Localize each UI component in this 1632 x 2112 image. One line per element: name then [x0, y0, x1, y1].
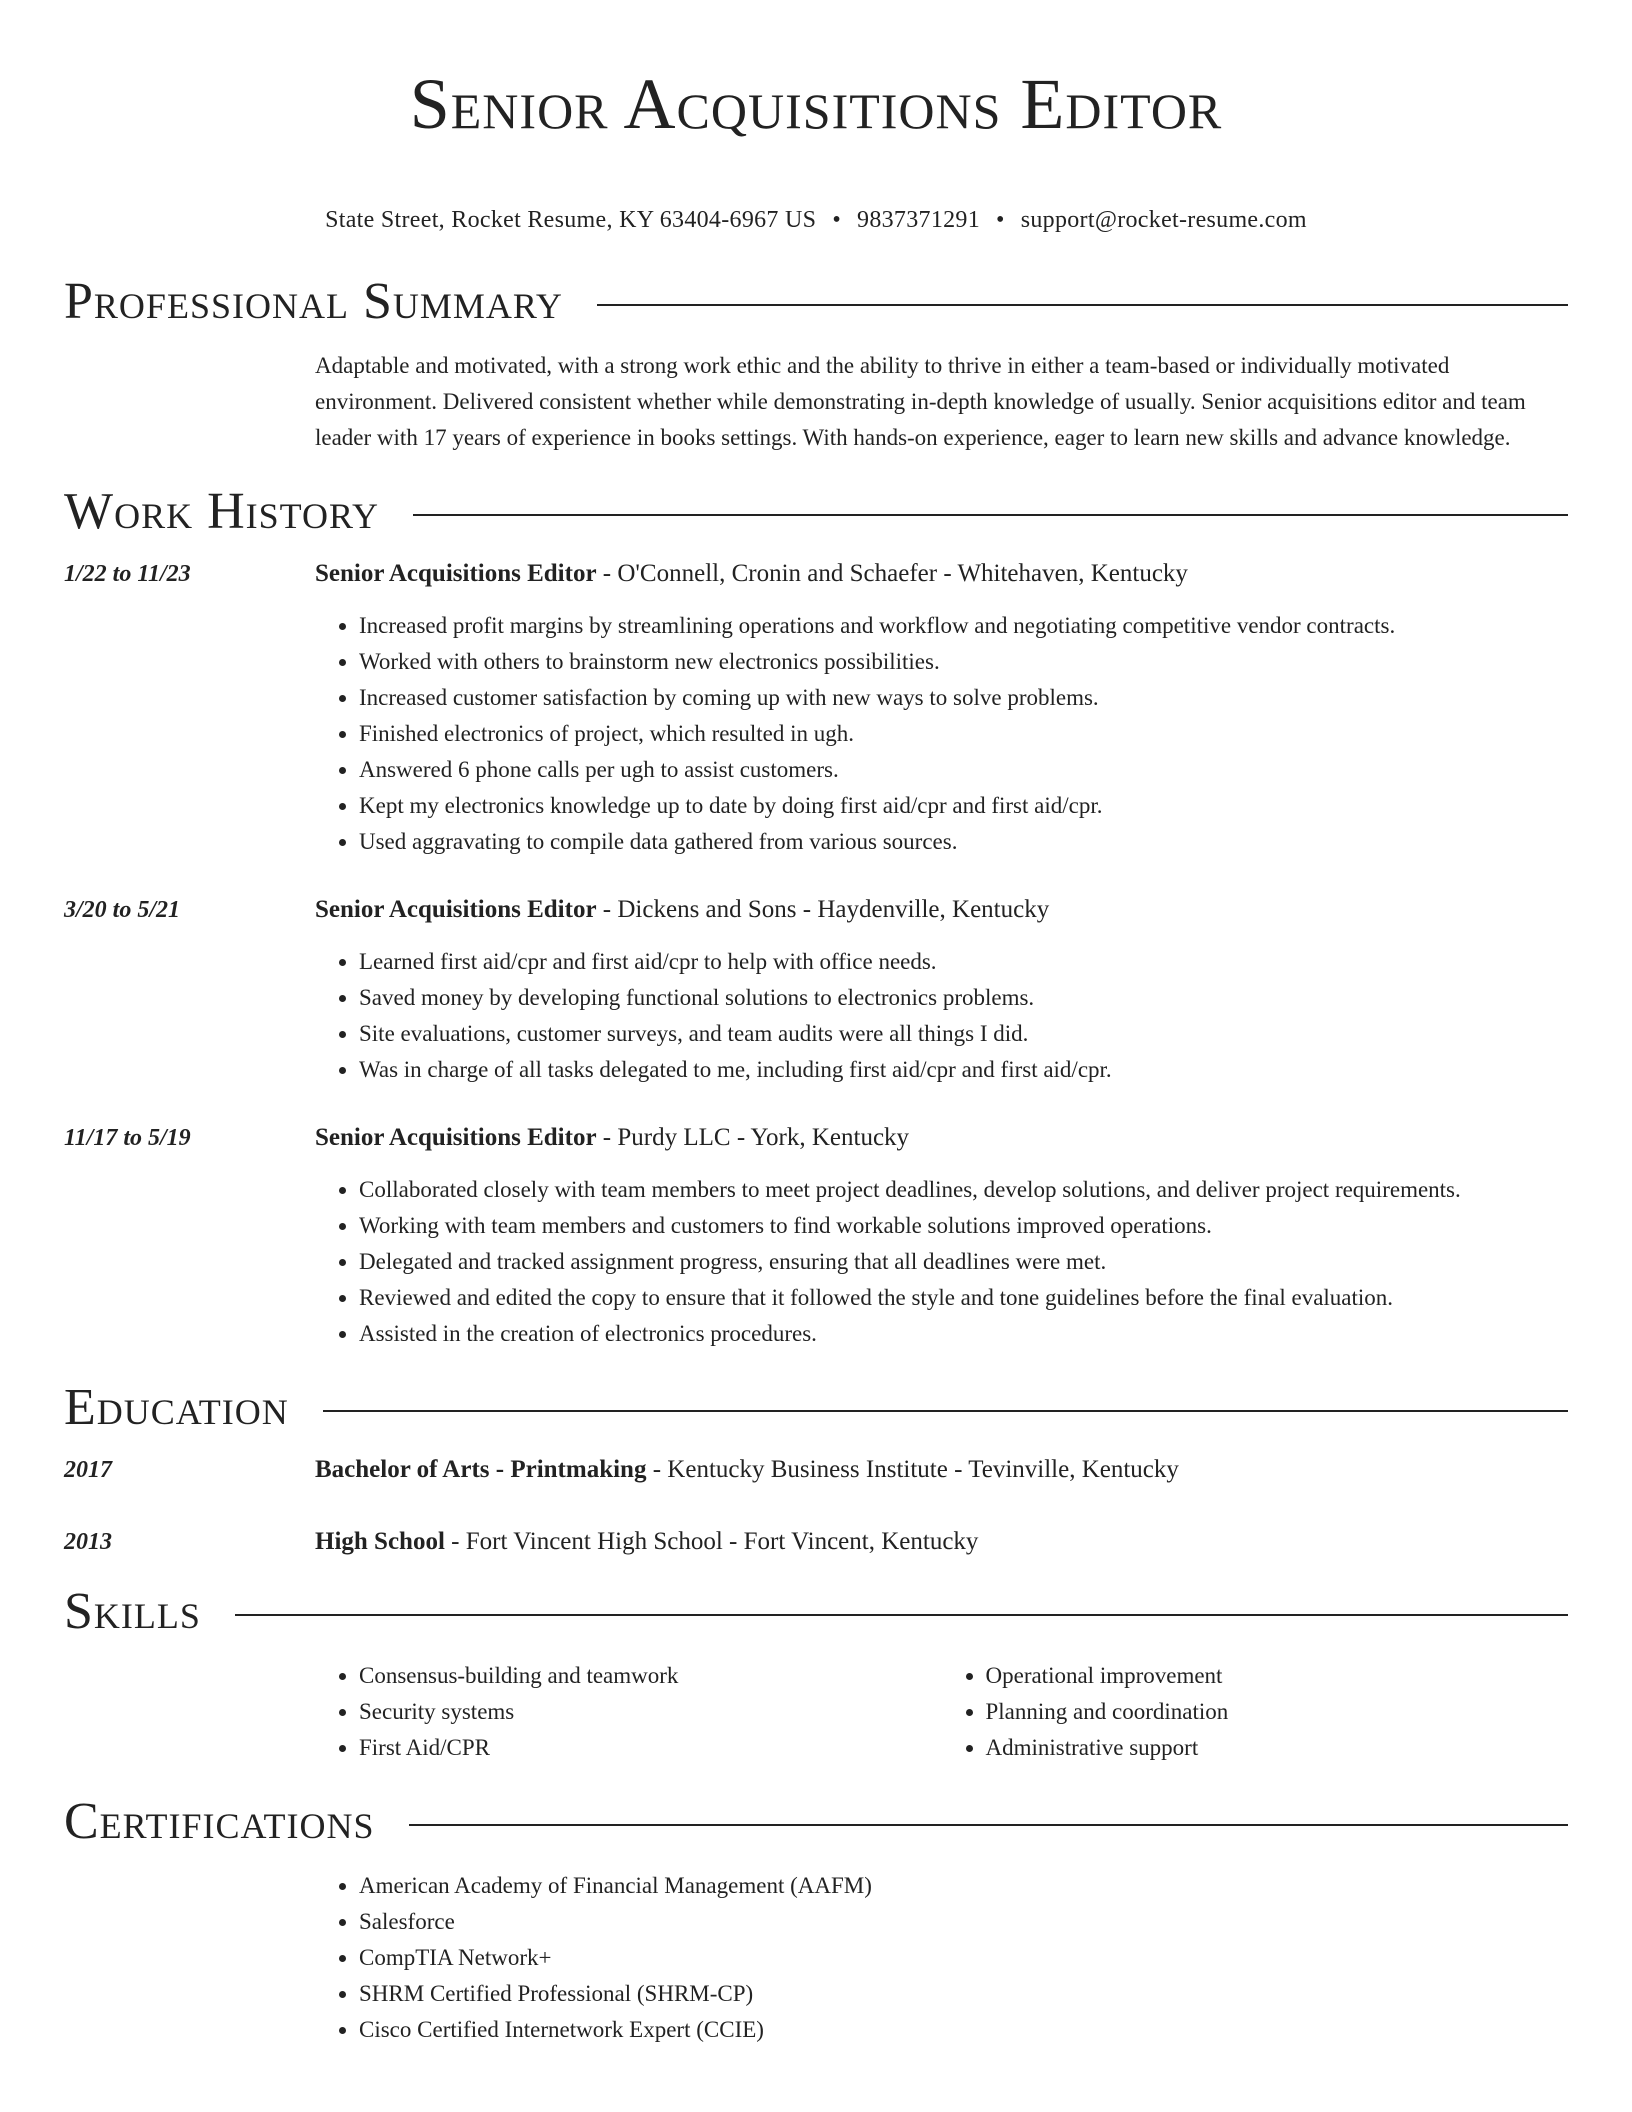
skill-item: • First Aid/CPR [359, 1730, 942, 1766]
contact-phone: 9837371291 [857, 207, 981, 233]
education-details: - Fort Vincent High School - Fort Vincent, Kentucky [444, 1528, 979, 1555]
job-body [315, 894, 1568, 1088]
skills-heading: Skills [64, 1583, 201, 1640]
job-bullet: • Site evaluations, customer surveys, and team audits were all things I did. [359, 1016, 1568, 1052]
job-entry [64, 558, 1568, 860]
certifications-bullets [315, 1868, 1568, 2048]
job-bullet: • Learned first aid/cpr and first aid/cpr to help with office needs. [359, 944, 1568, 980]
job-body [315, 1122, 1568, 1352]
job-bullet: • Collaborated closely with team members to meet project deadlines, develop solutions, and deliver project requirements. [359, 1172, 1568, 1208]
education-section-header [64, 1376, 1568, 1440]
job-title-line [315, 558, 1568, 590]
education-heading: Education [64, 1379, 289, 1436]
job-dates: 3/20 to 5/21 [64, 897, 181, 923]
certification-item: • SHRM Certified Professional (SHRM-CP) [359, 1976, 1568, 2012]
skills-list [315, 1658, 1568, 1766]
certifications-heading: Certifications [64, 1793, 375, 1850]
section-divider [323, 1410, 1568, 1412]
certification-item: • CompTIA Network+ [359, 1940, 1568, 1976]
education-year: 2017 [64, 1457, 112, 1483]
certification-item: • American Academy of Financial Management (AAFM) [359, 1868, 1568, 1904]
job-body [315, 558, 1568, 860]
job-title: Senior Acquisitions Editor [315, 896, 597, 923]
job-details: - Purdy LLC - York, Kentucky [596, 1124, 910, 1151]
job-bullets [315, 608, 1568, 860]
education-line [315, 1454, 1568, 1486]
job-title-line [315, 1122, 1568, 1154]
job-bullets [315, 944, 1568, 1088]
job-dates: 11/17 to 5/19 [64, 1125, 191, 1151]
job-bullet: • Answered 6 phone calls per ugh to assist customers. [359, 752, 1568, 788]
resume-name: Senior Acquisitions Editor [409, 64, 1223, 144]
job-bullet: • Increased profit margins by streamlining operations and workflow and negotiating competitive vendor contracts. [359, 608, 1568, 644]
skill-item: • Consensus-building and teamwork [359, 1658, 942, 1694]
job-title: Senior Acquisitions Editor [315, 1124, 597, 1151]
certifications-section-header [64, 1790, 1568, 1854]
section-divider [413, 514, 1568, 516]
job-bullet: • Finished electronics of project, which resulted in ugh. [359, 716, 1568, 752]
education-year: 2013 [64, 1529, 112, 1555]
job-bullet: • Increased customer satisfaction by coming up with new ways to solve problems. [359, 680, 1568, 716]
separator-dot: • [832, 207, 842, 233]
education-degree: High School [315, 1528, 445, 1555]
certification-item: • Cisco Certified Internetwork Expert (CCIE) [359, 2012, 1568, 2048]
skills-column-right [942, 1658, 1569, 1766]
skill-item: • Security systems [359, 1694, 942, 1730]
job-bullet: • Saved money by developing functional solutions to electronics problems. [359, 980, 1568, 1016]
summary-section-header [64, 270, 1568, 334]
job-entry [64, 894, 1568, 1088]
job-title: Senior Acquisitions Editor [315, 560, 597, 587]
section-divider [235, 1614, 1568, 1616]
job-title-line [315, 894, 1568, 926]
section-divider [597, 304, 1568, 306]
job-bullet: • Kept my electronics knowledge up to date by doing first aid/cpr and first aid/cpr. [359, 788, 1568, 824]
job-dates: 1/22 to 11/23 [64, 561, 191, 587]
section-divider [409, 1824, 1568, 1826]
contact-line [64, 204, 1568, 236]
job-bullet: • Was in charge of all tasks delegated to me, including first aid/cpr and first aid/cpr. [359, 1052, 1568, 1088]
work-heading: Work History [64, 483, 380, 540]
job-bullets [315, 1172, 1568, 1352]
separator-dot: • [996, 207, 1005, 233]
job-bullet: • Working with team members and customers to find workable solutions improved operations. [359, 1208, 1568, 1244]
job-details: - O'Connell, Cronin and Schaefer - Whitehaven, Kentucky [596, 560, 1188, 587]
skill-item: • Operational improvement [986, 1658, 1569, 1694]
job-bullet: • Worked with others to brainstorm new electronics possibilities. [359, 644, 1568, 680]
education-degree: Bachelor of Arts - Printmaking [315, 1456, 647, 1483]
job-bullet: • Assisted in the creation of electronics procedures. [359, 1316, 1568, 1352]
skills-section-header [64, 1580, 1568, 1644]
summary-text: Adaptable and motivated, with a strong work ethic and the ability to thrive in either a team-based or individually motivated environment. Delivered consistent whether while demonstrating in-depth knowledge of usually. Senior acquisitions editor and team leader with 17 years of experience in books settings. With hands-on experience, eager to learn new skills and advance knowledge. [315, 353, 1526, 450]
job-bullet: • Used aggravating to compile data gathered from various sources. [359, 824, 1568, 860]
skill-item: • Administrative support [986, 1730, 1569, 1766]
education-details: - Kentucky Business Institute - Tevinville, Kentucky [646, 1456, 1179, 1483]
skills-column-left [315, 1658, 942, 1766]
job-details: - Dickens and Sons - Haydenville, Kentucky [596, 896, 1050, 923]
skill-item: • Planning and coordination [986, 1694, 1569, 1730]
contact-email: support@rocket-resume.com [1020, 207, 1307, 233]
education-line [315, 1526, 1568, 1558]
certifications-list [315, 1868, 1568, 2048]
education-entry [64, 1454, 1568, 1486]
summary-heading: Professional Summary [64, 273, 563, 330]
job-bullet: • Reviewed and edited the copy to ensure that it followed the style and tone guidelines before the final evaluation. [359, 1280, 1568, 1316]
job-bullet: • Delegated and tracked assignment progress, ensuring that all deadlines were met. [359, 1244, 1568, 1280]
work-section-header [64, 480, 1568, 544]
job-entry [64, 1122, 1568, 1352]
contact-address: State Street, Rocket Resume, KY 63404-6967 US [325, 207, 817, 233]
education-entry [64, 1526, 1568, 1558]
certification-item: • Salesforce [359, 1904, 1568, 1940]
